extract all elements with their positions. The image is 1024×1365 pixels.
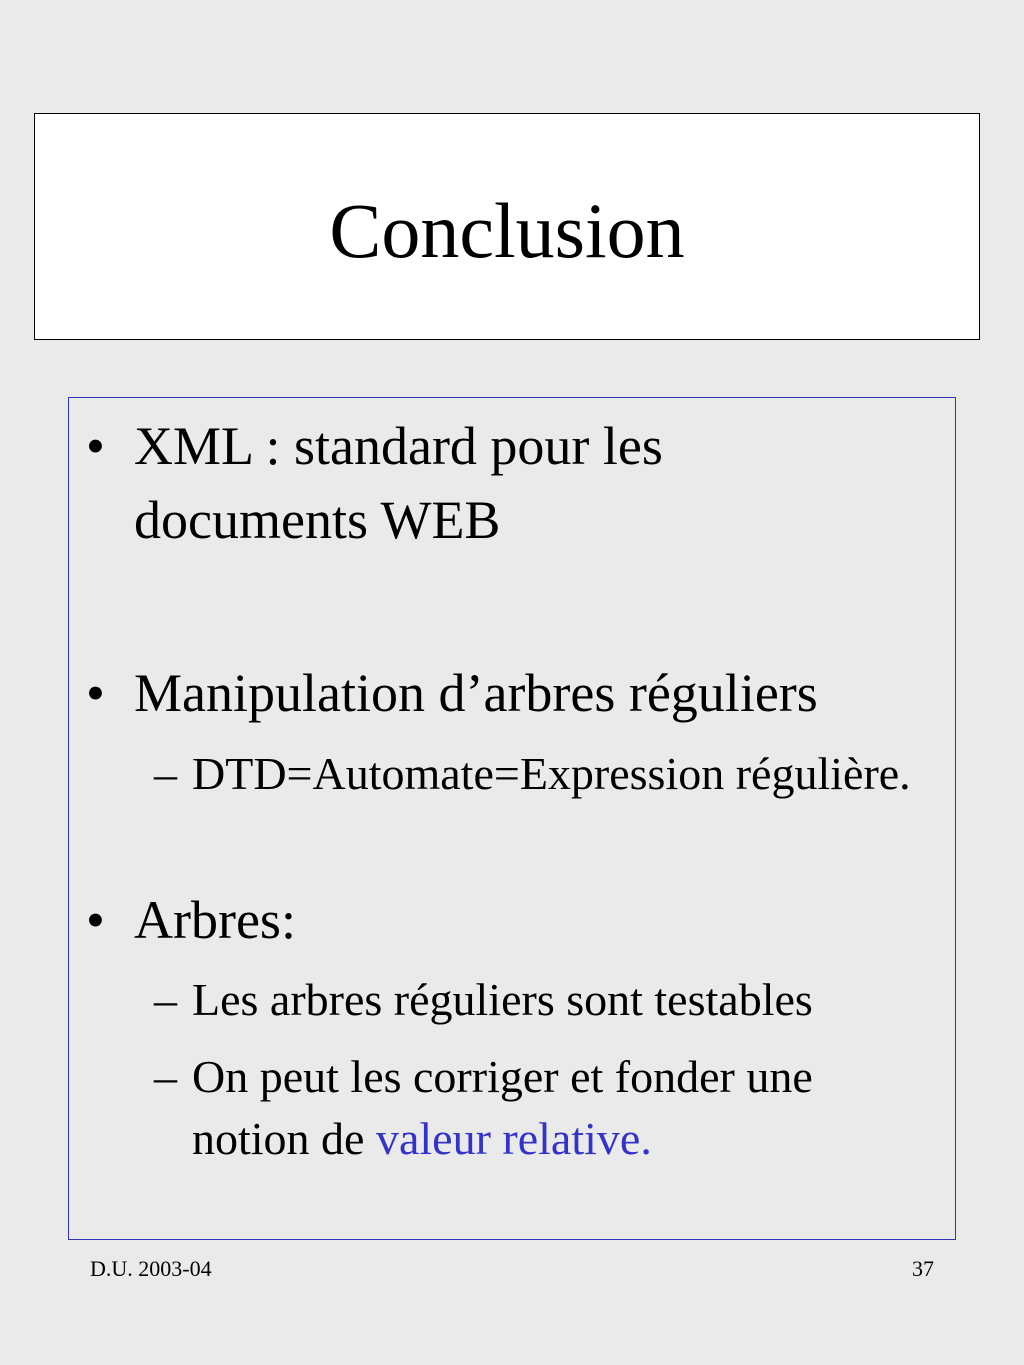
- title-box: [34, 113, 980, 340]
- sub-marker: –: [154, 1051, 177, 1102]
- subitem-dtd: [154, 743, 934, 805]
- bullet-arbres: [86, 883, 886, 957]
- bullet-marker: •: [86, 663, 105, 723]
- bullet-manipulation: [86, 656, 886, 730]
- bullet-marker: •: [86, 890, 105, 950]
- bullet-text: Manipulation d’arbres réguliers: [134, 663, 818, 723]
- sub-marker: –: [154, 748, 177, 799]
- bullet-marker: •: [86, 416, 105, 476]
- sub-text-plain: On peut les corriger et fonder une notion de: [192, 1051, 813, 1164]
- sub-text-accent: valeur relative.: [375, 1113, 652, 1164]
- subitem-testables: [154, 969, 934, 1031]
- subitem-corriger: [154, 1046, 934, 1170]
- footer-course: D.U. 2003-04: [90, 1256, 212, 1281]
- sub-text: [192, 1046, 934, 1170]
- sub-text: Les arbres réguliers sont testables: [192, 974, 813, 1025]
- bullet-text: XML : standard pour les documents WEB: [134, 416, 663, 550]
- slide-title: Conclusion: [329, 186, 685, 274]
- footer-page-number: 37: [912, 1256, 934, 1281]
- bullet-xml: [86, 409, 886, 557]
- bullet-text: Arbres:: [134, 890, 296, 950]
- sub-marker: –: [154, 974, 177, 1025]
- sub-text: DTD=Automate=Expression régulière.: [192, 748, 911, 799]
